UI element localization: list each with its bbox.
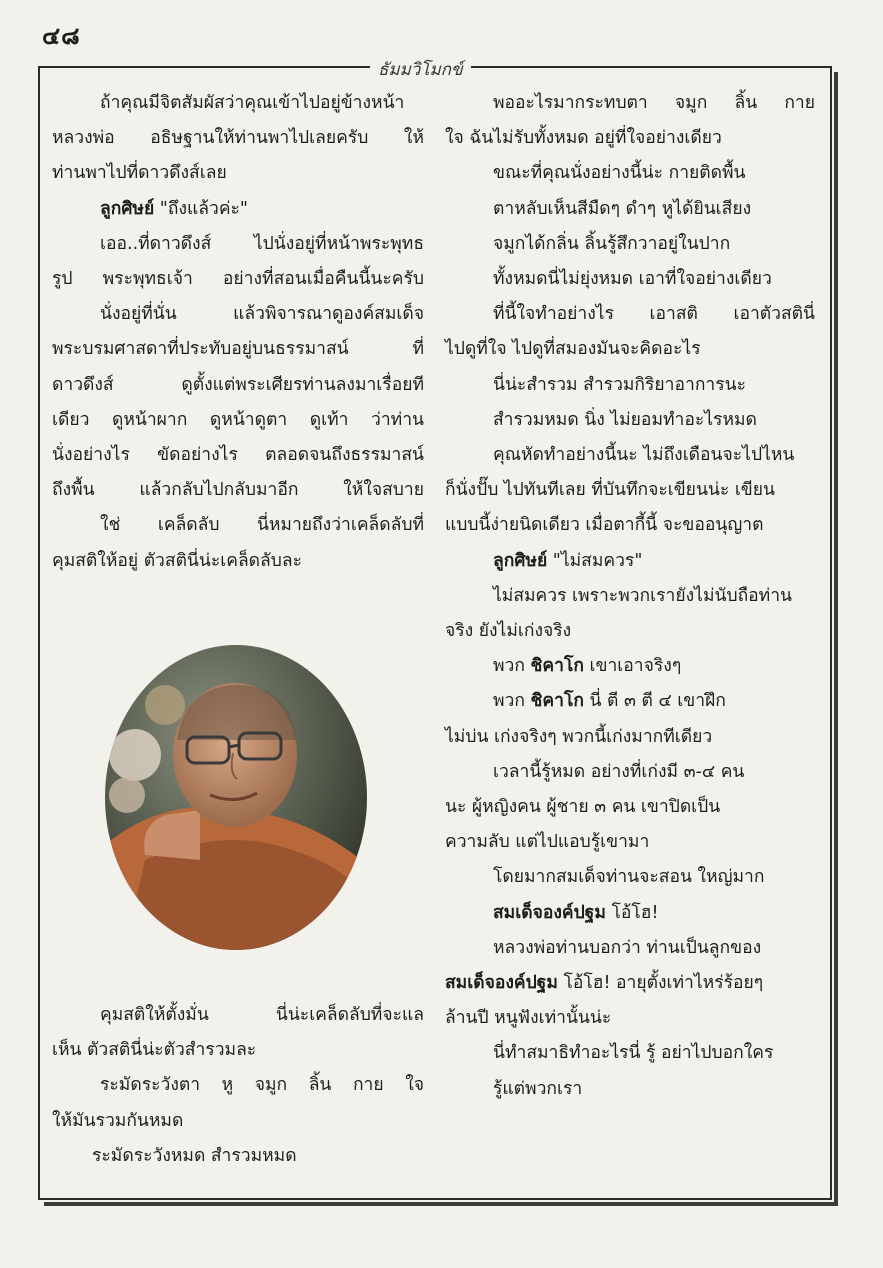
text-span: โอ้โฮ! อายุตั้งเท่าไหร่ร้อยๆ (563, 973, 764, 994)
text-line: เดียว ดูหน้าผาก ดูหน้าดูตา ดูเท้า ว่าท่าน (52, 409, 424, 430)
emphasis: ชิคาโก (530, 656, 584, 677)
text-line: สำรวมหมด นิ่ง ไม่ยอมทำอะไรหมด (493, 409, 757, 430)
text-line: ให้มันรวมกันหมด (52, 1110, 184, 1131)
text-span: พวก (493, 691, 525, 712)
text-line: เวลานี้รู้หมด อย่างที่เก่งมี ๓-๔ คน (493, 761, 745, 782)
text-line: ถ้าคุณมีจิตสัมผัสว่าคุณเข้าไปอยู่ข้างหน้า (100, 93, 405, 113)
left-lower-text (52, 998, 424, 1174)
text-line: ใจ ฉันไม่รับทั้งหมด อยู่ที่ใจอย่างเดียว (445, 128, 722, 149)
text-line: คุมสติให้ตั้งมั่น นี่น่ะเคล็ดลับที่จะแล (100, 1005, 424, 1025)
text-line: พระบรมศาสดาที่ประทับอยู่บนธรรมาสน์ ที่ (52, 339, 424, 360)
dialogue-line (445, 544, 815, 579)
text-line: ล้านปี หนูฟังเท่านั้นน่ะ (445, 1008, 612, 1029)
text-line: หลวงพ่อท่านบอกว่า ท่านเป็นลูกของ (493, 937, 762, 958)
dialogue-text: "ถึงแล้วค่ะ" (159, 198, 248, 219)
running-header: ธัมมวิโมกข์ (370, 56, 471, 83)
text-line: ไปดูที่ใจ ไปดูที่สมองมันจะคิดอะไร (445, 339, 701, 360)
text-line: นี่ทำสมาธิทำอะไรนี่ รู้ อย่าไปบอกใคร (493, 1043, 774, 1064)
emphasis: สมเด็จองค์ปฐม (445, 973, 558, 994)
text-line: นั่งอยู่ที่นั่น แล้วพิจารณาดูองค์สมเด็จ (100, 304, 424, 325)
text-line: คุมสติให้อยู่ ตัวสตินี่น่ะเคล็ดลับละ (52, 550, 302, 571)
text-span: นี่ ตี ๓ ตี ๔ เขาฝึก (589, 691, 726, 712)
text-line: คุณหัดทำอย่างนี้นะ ไม่ถึงเดือนจะไปไหน (493, 445, 795, 466)
text-line: ถึงพื้น แล้วกลับไปกลับมาอีก ให้ใจสบาย (52, 480, 424, 501)
monk-portrait-photo (105, 645, 367, 950)
text-line: เห็น ตัวสตินี่น่ะตัวสำรวมละ (52, 1040, 257, 1061)
text-line: ระมัดระวังหมด สำรวมหมด (92, 1145, 297, 1166)
text-line: ท่านพาไปที่ดาวดึงส์เลย (52, 163, 227, 184)
dialogue-line (52, 192, 424, 227)
text-span: พวก (493, 656, 525, 677)
text-line: รู้แต่พวกเรา (493, 1078, 583, 1099)
text-line: ความลับ แต่ไปแอบรู้เขามา (445, 832, 650, 853)
emphasis: สมเด็จองค์ปฐม (493, 902, 606, 923)
text-line: นั่งอย่างไร ขัดอย่างไร ตลอดจนถึงธรรมาสน์ (52, 445, 424, 466)
text-line: รูป พระพุทธเจ้า อย่างที่สอนเมื่อคืนนี้นะครับ (52, 269, 424, 290)
text-line: โดยมากสมเด็จท่านจะสอน ใหญ่มาก (493, 867, 765, 888)
text-line: ที่นี้ใจทำอย่างไร เอาสติ เอาตัวสตินี่ (493, 304, 815, 325)
text-line: ใช่ เคล็ดลับ นี่หมายถึงว่าเคล็ดลับที่ (100, 515, 424, 536)
emphasis: ชิคาโก (530, 691, 584, 712)
text-line (445, 684, 815, 719)
text-line: นะ ผู้หญิงคน ผู้ชาย ๓ คน เขาปิดเป็น (445, 797, 721, 818)
right-column (445, 86, 815, 1107)
text-line: ระมัดระวังตา หู จมูก ลิ้น กาย ใจ (100, 1075, 424, 1096)
speaker-label: ลูกศิษย์ (493, 550, 548, 571)
text-line: จมูกได้กลิ่น ลิ้นรู้สึกวาอยู่ในปาก (493, 233, 731, 254)
page-number: ๔๘ (42, 22, 81, 50)
left-column (52, 86, 424, 579)
text-line: ดาวดึงส์ ดูตั้งแต่พระเศียรท่านลงมาเรื่อยที (52, 374, 424, 395)
text-span: โอ้โฮ! (611, 902, 659, 923)
text-line: จริง ยังไม่เก่งจริง (445, 621, 572, 642)
text-line: ตาหลับเห็นสีมืดๆ ดำๆ หูได้ยินเสียง (493, 198, 752, 219)
text-span: เขาเอาจริงๆ (589, 656, 682, 677)
text-line (445, 896, 815, 931)
text-line: เออ..ที่ดาวดึงส์ ไปนั่งอยู่ที่หน้าพระพุทธ (100, 233, 424, 254)
text-line (445, 649, 815, 684)
text-line: ทั้งหมดนี่ไม่ยุ่งหมด เอาที่ใจอย่างเดียว (493, 269, 772, 290)
speaker-label: ลูกศิษย์ (100, 198, 155, 219)
text-line: พออะไรมากระทบตา จมูก ลิ้น กาย (493, 93, 815, 113)
dialogue-text: "ไม่สมควร" (552, 550, 643, 571)
text-line: ไม่บ่น เก่งจริงๆ พวกนี้เก่งมากทีเดียว (445, 726, 713, 747)
text-line: ไม่สมควร เพราะพวกเรายังไม่นับถือท่าน (493, 585, 792, 606)
text-line: หลวงพ่อ อธิษฐานให้ท่านพาไปเลยครับ ให้ (52, 128, 424, 149)
text-line: ขณะที่คุณนั่งอย่างนี้น่ะ กายติดพื้น (493, 163, 746, 184)
text-line: แบบนี้ง่ายนิดเดียว เมื่อตากี้นี้ จะขออนุญาต (445, 515, 764, 536)
text-line: ก็นั่งปั๊บ ไปทันทีเลย ที่บันทึกจะเขียนน่ะ เขียน (445, 480, 775, 501)
text-line: นี่น่ะสำรวม สำรวมกิริยาอาการนะ (493, 374, 747, 395)
text-line (445, 966, 815, 1001)
